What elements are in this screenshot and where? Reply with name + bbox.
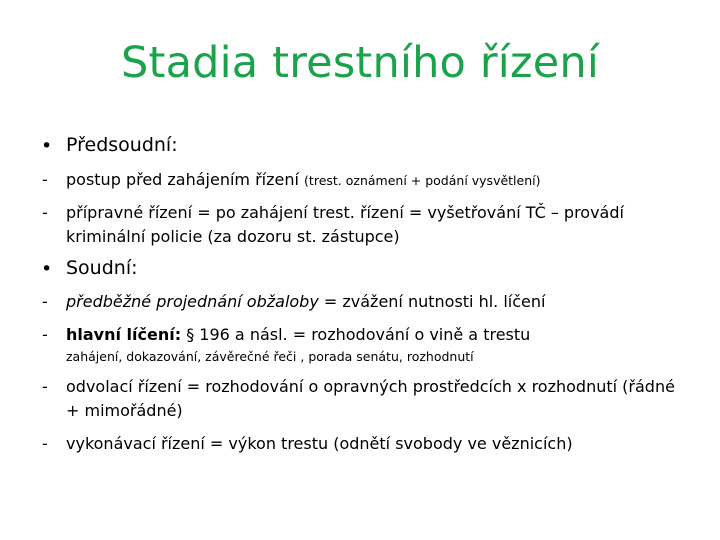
item-text: postup před zahájením řízení [66, 170, 305, 189]
slide-title: Stadia trestního řízení [121, 38, 599, 88]
item-strong: hlavní líčení: [66, 325, 182, 344]
bullet-icon: • [41, 258, 53, 280]
dash-icon: - [42, 434, 48, 453]
dash-item-vykonavaci-rizeni [40, 432, 680, 456]
bullet-icon: • [41, 135, 53, 157]
dash-icon: - [42, 170, 48, 189]
dash-icon: - [42, 292, 48, 311]
item-text: = zvážení nutnosti hl. líčení [318, 292, 546, 311]
bullet-text: Soudní: [66, 257, 138, 279]
item-text: odvolací řízení = rozhodování o opravných prostředcích x rozhodnutí (řádné + mimořádné) [66, 377, 675, 420]
dash-icon: - [42, 325, 48, 344]
dash-item-hlavni-liceni [40, 323, 680, 367]
item-text: § 196 a násl. = rozhodování o vině a trestu [181, 325, 531, 344]
bullet-item-soudni [40, 256, 680, 280]
item-text: přípravné řízení = po zahájení trest. řízení = vyšetřování TČ – provádí kriminální policie (za dozoru st. zástupce) [66, 203, 624, 246]
dash-item-postup [40, 168, 680, 193]
item-subtext: zahájení, dokazování, závěrečné řeči , porada senátu, rozhodnutí [66, 349, 474, 364]
dash-item-pripravne-rizeni [40, 201, 680, 249]
bullet-text: Předsoudní: [66, 134, 178, 156]
dash-item-predbezne-projednani [40, 290, 680, 314]
item-text: vykonávací řízení = výkon trestu (odnětí svobody ve věznicích) [66, 434, 573, 453]
item-emphasis: předběžné projednání obžaloby [66, 292, 319, 311]
dash-icon: - [42, 203, 48, 222]
item-note: (trest. oznámení + podání vysvětlení) [304, 173, 541, 188]
dash-icon: - [42, 377, 48, 396]
dash-item-odvolaci-rizeni [40, 375, 680, 423]
slide-content [40, 133, 680, 456]
bullet-item-predsoudni [40, 133, 680, 157]
